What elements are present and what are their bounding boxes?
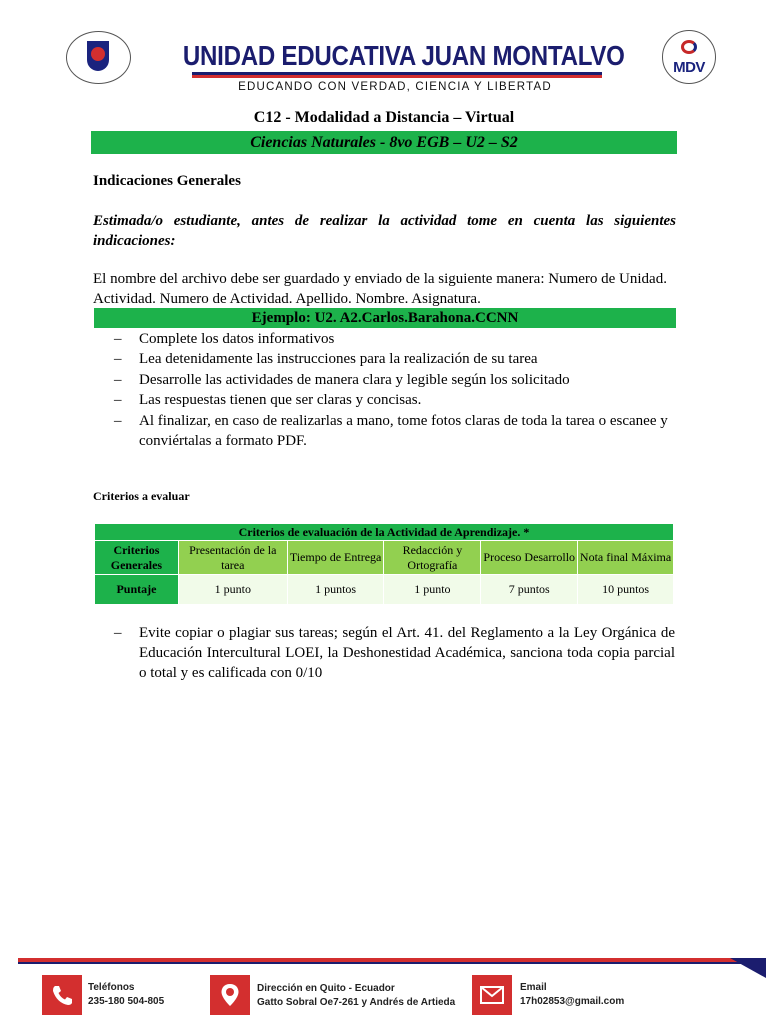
table-cell: 7 puntos bbox=[481, 575, 578, 605]
table-cell: Nota final Máxima bbox=[578, 541, 674, 575]
location-pin-icon bbox=[210, 975, 250, 1015]
mdv-logo bbox=[662, 30, 716, 84]
address-value: Gatto Sobral Oe7-261 y Andrés de Artieda bbox=[257, 997, 456, 1008]
file-naming-instructions: El nombre del archivo debe ser guardado y enviado de la siguiente manera: Numero de Unidad. Actividad. Numero de Actividad. Apellido. Nombre. Asignatura. bbox=[93, 271, 667, 307]
address-info bbox=[257, 982, 455, 1010]
phone-value: 235-180 504-805 bbox=[88, 996, 165, 1007]
mail-icon bbox=[472, 975, 512, 1015]
header-divider-red bbox=[192, 75, 602, 78]
phone-label: Teléfonos bbox=[88, 982, 135, 993]
table-row bbox=[95, 575, 674, 605]
example-banner: Ejemplo: U2. A2.Carlos.Barahona.CCNN bbox=[94, 308, 676, 328]
footer-corner-accent bbox=[730, 958, 766, 978]
email-value: 17h02853@gmail.com bbox=[520, 996, 625, 1007]
list-item: – Lea detenidamente las instrucciones para la realización de su tarea bbox=[114, 351, 538, 368]
table-cell: Redacción y Ortografía bbox=[384, 541, 481, 575]
list-item: – Las respuestas tienen que ser claras y concisas. bbox=[114, 392, 422, 409]
criteria-heading: Criterios a evaluar bbox=[93, 489, 190, 503]
email-info bbox=[520, 981, 624, 1009]
table-cell: 1 punto bbox=[178, 575, 287, 605]
row-label-puntaje: Puntaje bbox=[95, 575, 179, 605]
phone-info bbox=[88, 981, 164, 1009]
list-item: – Al finalizar, en caso de realizarlas a mano, tome fotos claras de toda la tarea o escanee y conviértalas a formato PDF. bbox=[114, 412, 668, 450]
instruction-list bbox=[93, 329, 683, 451]
table-cell: Proceso Desarrollo bbox=[481, 541, 578, 575]
school-shield-logo bbox=[66, 31, 131, 84]
table-cell: Tiempo de Entrega bbox=[287, 541, 384, 575]
mdv-logo-text: MDV bbox=[673, 59, 705, 76]
table-cell: 1 punto bbox=[384, 575, 481, 605]
footer-divider-blue bbox=[18, 962, 758, 964]
document-title: C12 - Modalidad a Distancia – Virtual bbox=[253, 109, 515, 126]
address-label: Dirección en Quito - Ecuador bbox=[257, 983, 395, 994]
table-row bbox=[95, 541, 674, 575]
section-heading: Indicaciones Generales bbox=[93, 173, 241, 189]
table-row bbox=[95, 524, 674, 541]
table-cell: 1 puntos bbox=[287, 575, 384, 605]
table-title: Criterios de evaluación de la Actividad de Aprendizaje. * bbox=[95, 524, 674, 541]
row-label-criterios: Criterios Generales bbox=[95, 541, 179, 575]
phone-icon bbox=[42, 975, 82, 1015]
table-cell: 10 puntos bbox=[578, 575, 674, 605]
list-item: – Complete los datos informativos bbox=[114, 331, 335, 347]
school-motto: EDUCANDO CON VERDAD, CIENCIA Y LIBERTAD bbox=[238, 81, 552, 93]
plagiarism-warning: – Evite copiar o plagiar sus tareas; según el Art. 41. del Reglamento a la Ley Orgánica de Educación Intercultural LOEI, la Deshonestidad Académica, sanciona toda copia parcial o total y es calificada con 0/10 bbox=[114, 625, 675, 681]
intro-paragraph: Estimada/o estudiante, antes de realizar la actividad tome en cuenta las siguientes indicaciones: bbox=[93, 213, 676, 249]
list-item: – Desarrolle las actividades de manera clara y legible según los solicitado bbox=[114, 371, 570, 388]
school-name: UNIDAD EDUCATIVA JUAN MONTALVO bbox=[182, 40, 625, 71]
evaluation-table bbox=[94, 523, 674, 605]
table-cell: Presentación de la tarea bbox=[178, 541, 287, 575]
email-label: Email bbox=[520, 982, 547, 993]
subject-banner: Ciencias Naturales - 8vo EGB – U2 – S2 bbox=[91, 131, 677, 154]
